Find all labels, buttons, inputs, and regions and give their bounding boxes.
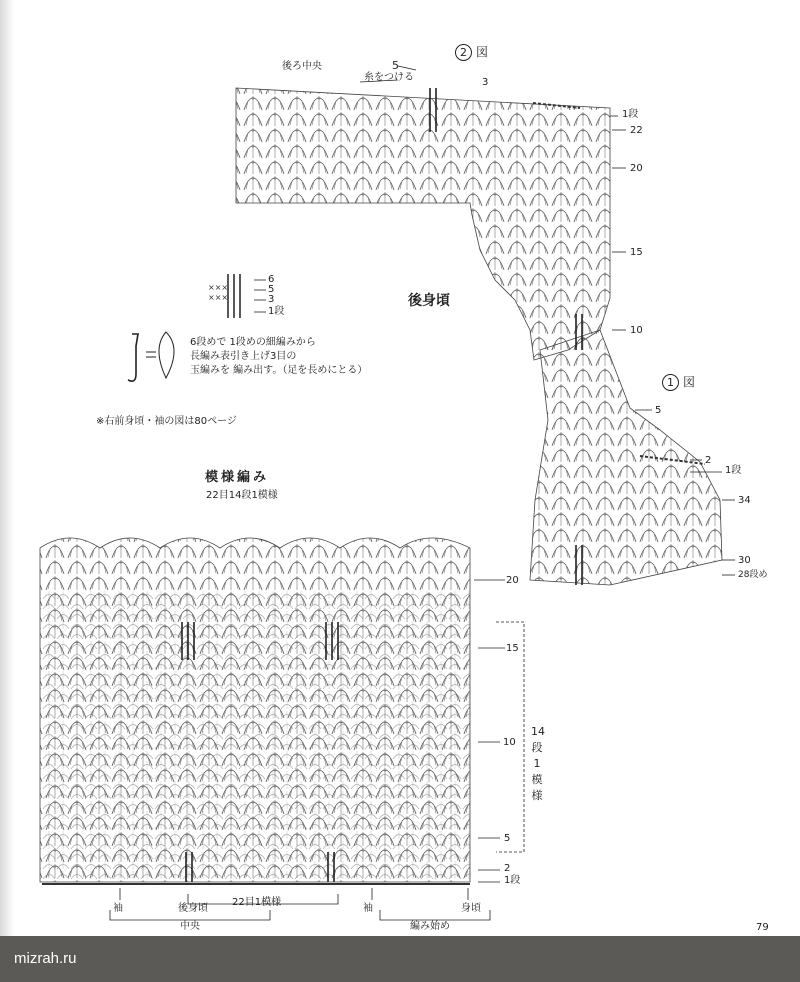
back-title: 後身頃: [408, 293, 450, 309]
fig2-text: 図: [476, 45, 489, 59]
pattern-row-1: 1段: [504, 875, 521, 886]
pattern-row-5: 5: [504, 833, 511, 844]
back-row-1: 1段: [622, 109, 639, 120]
pattern-row-15: 15: [506, 643, 519, 654]
svg-text:×××: ×××: [208, 293, 229, 302]
repeat-char-3: 模: [531, 773, 543, 786]
fig1-text: 図: [683, 375, 696, 389]
back-row-10: 10: [630, 325, 643, 336]
front-row-5: 5: [655, 405, 662, 416]
bottom-body-label: 身頃: [461, 903, 481, 914]
pattern-row-20: 20: [506, 575, 519, 586]
back-row-22: 22: [630, 125, 643, 136]
front-row-2: 2: [705, 455, 712, 466]
fig1-number: 1: [662, 374, 679, 391]
legend-desc-3: 玉編みを 編み出す。（足を長めにとる）: [190, 365, 368, 376]
legend-row-6: 6: [268, 274, 275, 285]
bottom-sleeve-label-2: 袖: [363, 903, 373, 914]
repeat-char-4: 様: [531, 789, 543, 802]
legend-desc-2: 長編み表引き上げ3目の: [190, 351, 297, 362]
back-row-5: 5: [392, 59, 399, 72]
back-center-label: 後ろ中央: [282, 61, 322, 72]
back-join-label: 糸をつける: [364, 72, 414, 83]
front-row-1: 1段: [725, 465, 742, 476]
legend-row-1: 1段: [268, 306, 285, 317]
bottom-brackets: [110, 888, 490, 920]
page-number: 79: [756, 922, 769, 933]
legend-row-5: 5: [268, 284, 275, 295]
pattern-repeat-label: [531, 724, 543, 804]
bottom-center-label: 中央: [180, 921, 200, 932]
watermark-text: mizrah.ru: [14, 950, 77, 967]
repeat-char-0: 14: [531, 725, 545, 738]
fig1-label: [662, 374, 695, 391]
svg-text:×××: ×××: [208, 283, 229, 292]
pattern-title: 模様編み: [205, 470, 270, 485]
back-row-3: 3: [482, 77, 489, 88]
bottom-sleeve-label-1: 袖: [113, 903, 123, 914]
repeat-char-2: 1: [533, 757, 541, 770]
front-row-30: 30: [738, 555, 751, 566]
back-row-20: 20: [630, 163, 643, 174]
fig2-label: [455, 44, 488, 61]
fig2-number: 2: [455, 44, 472, 61]
front-row-28: 28段め: [738, 570, 768, 580]
pattern-row-10: 10: [503, 737, 516, 748]
bottom-back-label: 後身頃: [178, 903, 208, 914]
bottom-repeat-label: 22目1模様: [232, 897, 282, 908]
front-row-34: 34: [738, 495, 751, 506]
repeat-char-1: 段: [531, 741, 543, 754]
back-chart-shape: [236, 88, 610, 360]
pattern-subtitle: 22目14段1模様: [206, 490, 278, 501]
legend-row-3: 3: [268, 294, 275, 305]
front-chart-shape: [530, 330, 722, 585]
legend-desc-1: 6段めで 1段めの細編みから: [190, 337, 316, 348]
bottom-start-label: 編み始め: [410, 921, 450, 932]
back-row-15: 15: [630, 247, 643, 258]
watermark-footer-bar: [0, 936, 800, 982]
page-reference-note: ※右前身頃・袖の図は80ページ: [96, 416, 237, 427]
pattern-row-2: 2: [504, 863, 511, 874]
